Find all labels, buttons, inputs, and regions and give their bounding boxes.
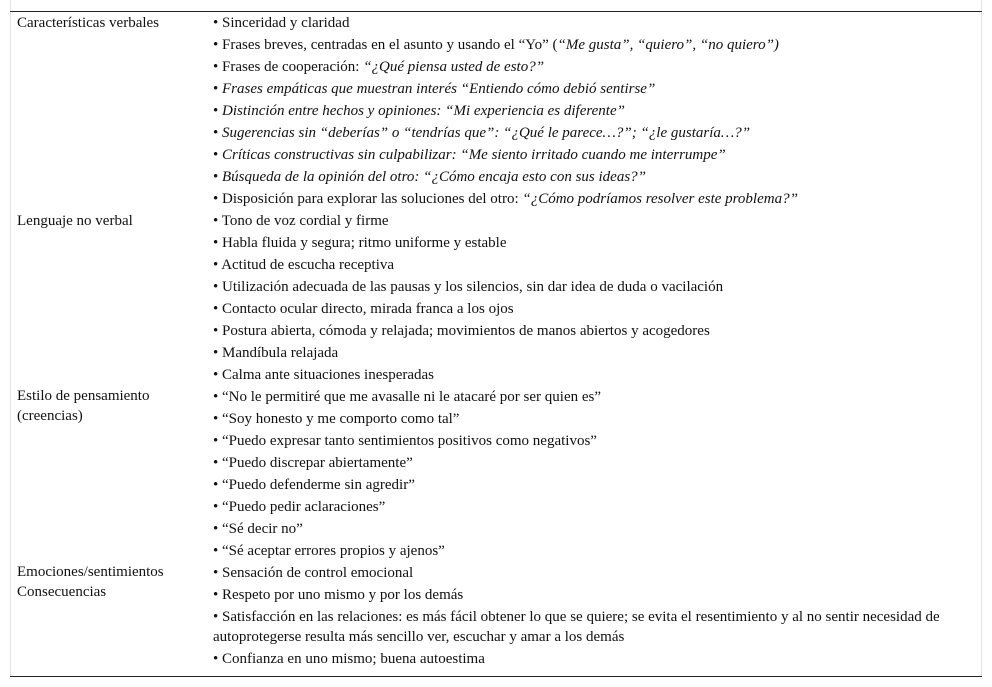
row-label: (creencias) bbox=[17, 408, 83, 424]
bullet-icon: • bbox=[213, 323, 223, 339]
table-body bbox=[17, 12, 967, 670]
list-item bbox=[213, 408, 967, 430]
item-text: Disposición para explorar las soluciones del otro: bbox=[222, 191, 523, 207]
item-text-italic: Distinción entre hechos y opiniones: “Mi experiencia es diferente” bbox=[222, 103, 625, 119]
item-text: “Puedo discrepar abiertamente” bbox=[222, 455, 413, 471]
bullet-icon: • bbox=[213, 499, 223, 515]
bullet-icon: • bbox=[213, 411, 223, 427]
list-item bbox=[213, 122, 967, 144]
list-item bbox=[213, 364, 967, 386]
list-item bbox=[213, 452, 967, 474]
item-text: Mandíbula relajada bbox=[222, 345, 339, 361]
list-item bbox=[213, 34, 967, 56]
list-item bbox=[213, 56, 967, 78]
bullet-icon: • bbox=[213, 477, 223, 493]
item-text: Calma ante situaciones inesperadas bbox=[222, 367, 435, 383]
bullet-icon: • bbox=[213, 609, 223, 625]
list-item bbox=[213, 254, 967, 276]
row-label: Estilo de pensamiento bbox=[17, 388, 150, 404]
item-text: Respeto por uno mismo y por los demás bbox=[222, 587, 464, 603]
bullet-icon: • bbox=[213, 125, 223, 141]
item-text: Habla fluida y segura; ritmo uniforme y estable bbox=[222, 235, 507, 251]
item-text: “Puedo defenderme sin agredir” bbox=[222, 477, 415, 493]
list-item bbox=[213, 276, 967, 298]
row-items-cell bbox=[213, 210, 967, 386]
item-text: “Sé aceptar errores propios y ajenos” bbox=[222, 543, 445, 559]
bullet-icon: • bbox=[213, 345, 223, 361]
item-text: Sensación de control emocional bbox=[222, 565, 414, 581]
item-text: “Puedo pedir aclaraciones” bbox=[222, 499, 386, 515]
item-text: Frases breves, centradas en el asunto y usando el “Yo” ( bbox=[222, 37, 558, 53]
list-item bbox=[213, 474, 967, 496]
bullet-icon: • bbox=[213, 169, 223, 185]
row-items-cell bbox=[213, 12, 967, 210]
table-bottom-rule bbox=[10, 676, 982, 677]
bullet-icon: • bbox=[213, 389, 223, 405]
item-text: Postura abierta, cómoda y relajada; movimientos de manos abiertos y acogedores bbox=[222, 323, 710, 339]
bullet-icon: • bbox=[213, 191, 223, 207]
row-label-cell bbox=[17, 562, 213, 670]
list-item bbox=[213, 166, 967, 188]
list-item bbox=[213, 540, 967, 562]
bullet-icon: • bbox=[213, 257, 222, 273]
bullet-icon: • bbox=[213, 455, 223, 471]
list-item bbox=[213, 386, 967, 408]
list-item bbox=[213, 210, 967, 232]
list-item bbox=[213, 320, 967, 342]
list-item bbox=[213, 518, 967, 540]
table-row bbox=[17, 562, 967, 670]
item-text-italic: Críticas constructivas sin culpabilizar: “Me siento irritado cuando me interrumpe” bbox=[222, 147, 726, 163]
bullet-icon: • bbox=[213, 521, 223, 537]
item-text-italic: Sugerencias sin “deberías” o “tendrías que”: “¿Qué le parece…?”; “¿le gustaría…?” bbox=[222, 125, 751, 141]
item-text: Confianza en uno mismo; buena autoestima bbox=[222, 651, 485, 667]
row-label: Características verbales bbox=[17, 15, 160, 31]
row-label-cell bbox=[17, 12, 213, 210]
bullet-icon: • bbox=[213, 213, 222, 229]
item-text-italic: Frases empáticas que muestran interés “Entiendo cómo debió sentirse” bbox=[222, 81, 656, 97]
item-text: Satisfacción en las relaciones: es más fácil obtener lo que se quiere; se evita el resentimiento y al no sentir necesidad de autoprotegerse resulta más sencillo ver, escuchar y amar a los demás bbox=[213, 609, 940, 645]
item-text: Frases de cooperación: bbox=[222, 59, 364, 75]
bullet-icon: • bbox=[213, 147, 223, 163]
item-text: “Puedo expresar tanto sentimientos positivos como negativos” bbox=[222, 433, 597, 449]
item-text-italic: “Me gusta”, “quiero”, “no quiero”) bbox=[557, 37, 779, 53]
bullet-icon: • bbox=[213, 37, 223, 53]
list-item bbox=[213, 100, 967, 122]
bullet-icon: • bbox=[213, 543, 223, 559]
row-label: Consecuencias bbox=[17, 584, 107, 600]
row-label: Emociones/sentimientos bbox=[17, 564, 164, 580]
item-text-italic: Búsqueda de la opinión del otro: “¿Cómo encaja esto con sus ideas?” bbox=[222, 169, 647, 185]
table-row bbox=[17, 386, 967, 562]
bullet-icon: • bbox=[213, 103, 223, 119]
assertive-style-table bbox=[17, 12, 967, 670]
item-text-italic: “¿Qué piensa usted de esto?” bbox=[363, 59, 545, 75]
list-item bbox=[213, 188, 967, 210]
bullet-icon: • bbox=[213, 433, 223, 449]
table-row bbox=[17, 210, 967, 386]
bullet-icon: • bbox=[213, 565, 223, 581]
bullet-icon: • bbox=[213, 301, 223, 317]
row-items-cell bbox=[213, 562, 967, 670]
bullet-icon: • bbox=[213, 279, 223, 295]
list-item bbox=[213, 232, 967, 254]
item-text: Utilización adecuada de las pausas y los silencios, sin dar idea de duda o vacilación bbox=[222, 279, 724, 295]
bullet-icon: • bbox=[213, 59, 223, 75]
list-item bbox=[213, 144, 967, 166]
bullet-icon: • bbox=[213, 651, 223, 667]
list-item bbox=[213, 298, 967, 320]
list-item bbox=[213, 342, 967, 364]
list-item bbox=[213, 584, 967, 606]
item-text: “Soy honesto y me comporto como tal” bbox=[222, 411, 460, 427]
item-text: Sinceridad y claridad bbox=[222, 15, 350, 31]
row-items-cell bbox=[213, 386, 967, 562]
table-row bbox=[17, 12, 967, 210]
item-text: Contacto ocular directo, mirada franca a los ojos bbox=[222, 301, 514, 317]
item-text: “No le permitiré que me avasalle ni le atacaré por ser quien es” bbox=[222, 389, 601, 405]
list-item bbox=[213, 430, 967, 452]
bullet-icon: • bbox=[213, 367, 223, 383]
bullet-icon: • bbox=[213, 15, 223, 31]
item-text: “Sé decir no” bbox=[222, 521, 303, 537]
row-label-cell bbox=[17, 386, 213, 562]
list-item bbox=[213, 496, 967, 518]
item-text-italic: “¿Cómo podríamos resolver este problema?” bbox=[522, 191, 798, 207]
list-item bbox=[213, 12, 967, 34]
row-label-cell bbox=[17, 210, 213, 386]
item-text: Actitud de escucha receptiva bbox=[221, 257, 395, 273]
bullet-icon: • bbox=[213, 587, 223, 603]
item-text: Tono de voz cordial y firme bbox=[221, 213, 389, 229]
list-item bbox=[213, 562, 967, 584]
list-item bbox=[213, 606, 967, 648]
bullet-icon: • bbox=[213, 235, 223, 251]
bullet-icon: • bbox=[213, 81, 223, 97]
list-item bbox=[213, 648, 967, 670]
list-item bbox=[213, 78, 967, 100]
row-label: Lenguaje no verbal bbox=[17, 213, 133, 229]
